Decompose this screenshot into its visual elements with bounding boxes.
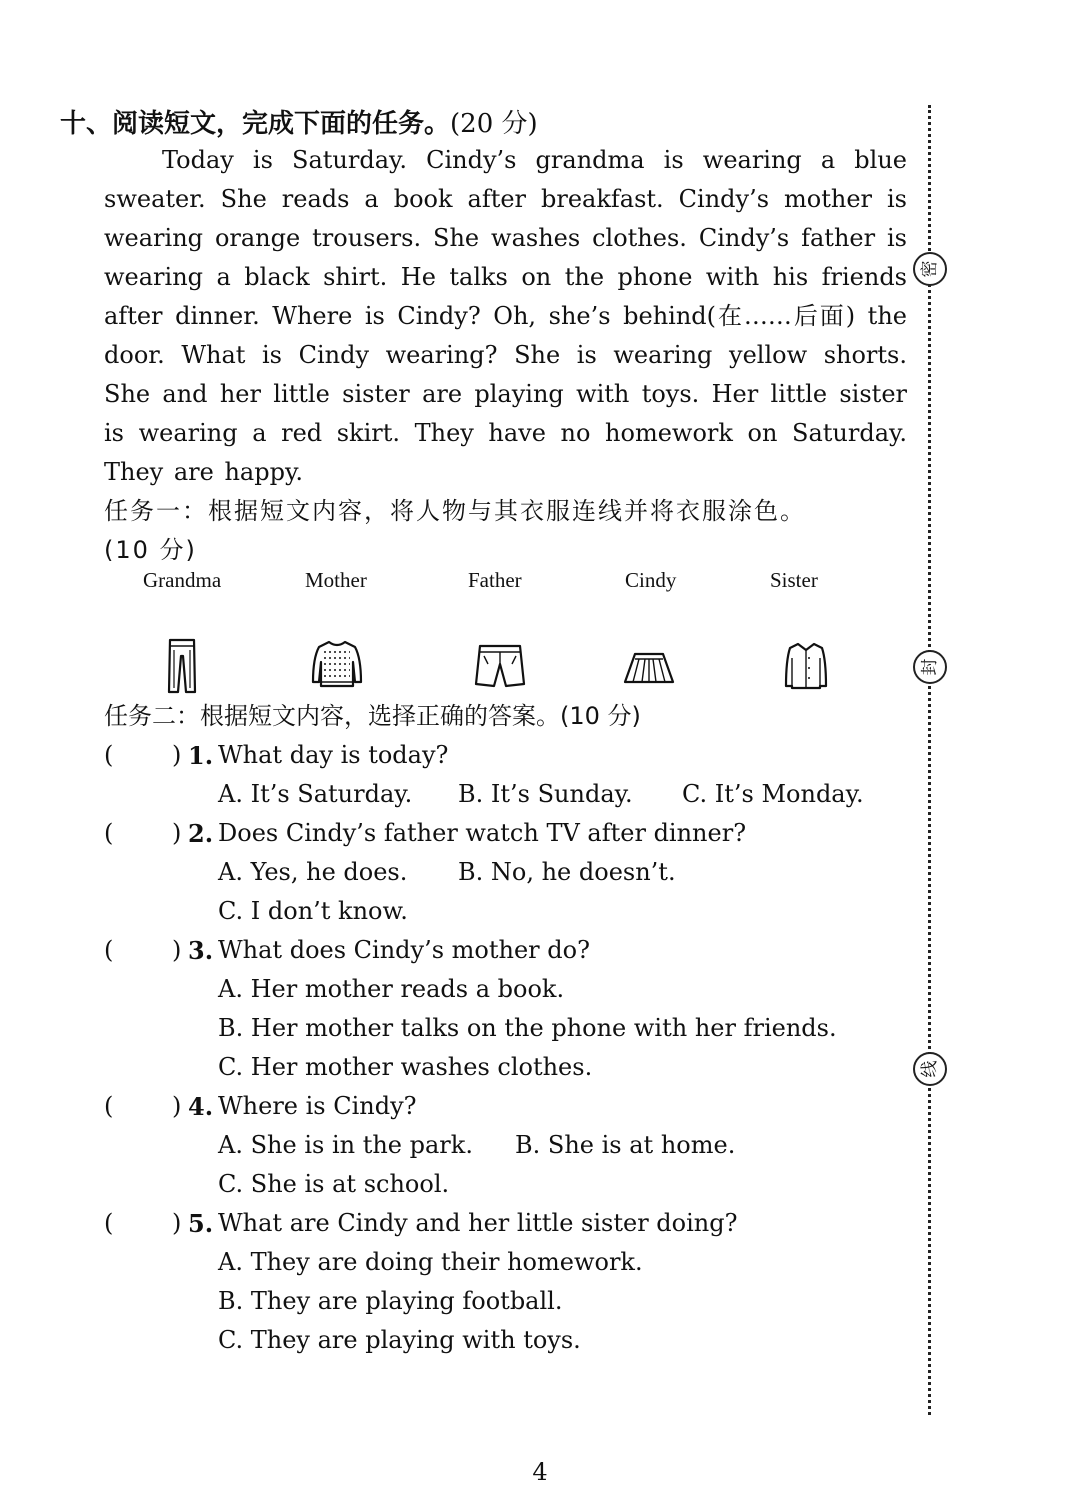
binding-mark-xian: 线 bbox=[913, 1052, 947, 1086]
person-father[interactable]: Father bbox=[468, 568, 522, 592]
section-score: (20 分) bbox=[450, 109, 538, 139]
answer-paren-close: ) bbox=[172, 1092, 182, 1120]
option-a[interactable]: A. Her mother reads a book. bbox=[218, 975, 565, 1003]
question-1-options bbox=[218, 775, 864, 814]
sweater-icon[interactable] bbox=[311, 638, 363, 690]
section-heading bbox=[60, 103, 538, 140]
person-mother[interactable]: Mother bbox=[305, 568, 367, 592]
answer-paren-close: ) bbox=[172, 819, 182, 847]
question-text: Does Cindy’s father watch TV after dinner? bbox=[218, 819, 747, 847]
option-b[interactable]: B. It’s Sunday. bbox=[458, 780, 633, 808]
option-b[interactable]: B. She is at home. bbox=[515, 1131, 736, 1159]
option-a[interactable]: A. Yes, he does. bbox=[218, 858, 408, 886]
binding-dotted-line bbox=[928, 105, 931, 1415]
question-4-options bbox=[218, 1126, 735, 1165]
section-title: 十、阅读短文，完成下面的任务。 bbox=[60, 109, 451, 139]
answer-paren-open: ( bbox=[104, 819, 114, 847]
question-number: 4. bbox=[188, 1092, 214, 1121]
answer-paren-open: ( bbox=[104, 741, 114, 769]
option-c[interactable]: C. I don’t know. bbox=[218, 897, 408, 925]
option-c[interactable]: C. She is at school. bbox=[218, 1170, 450, 1198]
question-text: What are Cindy and her little sister doing? bbox=[218, 1209, 738, 1237]
question-number: 2. bbox=[188, 819, 214, 848]
people-names bbox=[0, 568, 1080, 602]
task-one bbox=[104, 492, 914, 570]
shorts-icon[interactable] bbox=[474, 642, 526, 688]
option-c[interactable]: C. They are playing with toys. bbox=[218, 1326, 581, 1354]
clothes-row bbox=[0, 636, 1080, 696]
trousers-icon[interactable] bbox=[166, 636, 198, 694]
binding-mark-mi: 密 bbox=[913, 252, 947, 286]
question-number: 1. bbox=[188, 741, 214, 770]
option-c[interactable]: C. Her mother washes clothes. bbox=[218, 1053, 593, 1081]
question-text: What does Cindy’s mother do? bbox=[218, 936, 590, 964]
page-number: 4 bbox=[532, 1458, 548, 1486]
option-b[interactable]: B. No, he doesn’t. bbox=[458, 858, 676, 886]
question-2-option-c-row bbox=[218, 892, 408, 931]
answer-paren-close: ) bbox=[172, 1209, 182, 1237]
question-number: 3. bbox=[188, 936, 214, 965]
option-a[interactable]: A. They are doing their homework. bbox=[218, 1248, 643, 1276]
answer-paren-open: ( bbox=[104, 1092, 114, 1120]
binding-mark-feng: 封 bbox=[913, 650, 947, 684]
task-one-score: (10 分) bbox=[104, 536, 197, 564]
task-one-label: 任务一：根据短文内容，将人物与其衣服连线并将衣服涂色。 bbox=[104, 497, 806, 525]
option-a[interactable]: A. It’s Saturday. bbox=[218, 780, 413, 808]
reading-passage: Today is Saturday. Cindy’s grandma is wearing a blue sweater. She reads a book after breakfast. Cindy’s mother is wearing orange trousers. She washes clothes. Cindy’s father is wearing a black shirt. He talks on the phone with his friends after dinner. Where is Cindy? Oh, she’s behind(在……后面) the door. What is Cindy wearing? She is wearing yellow shorts. She and her little sister are playing with toys. Her little sister is wearing a red skirt. They have no homework on Saturday. They are happy. bbox=[104, 146, 907, 486]
answer-paren-close: ) bbox=[172, 741, 182, 769]
person-grandma[interactable]: Grandma bbox=[143, 568, 222, 592]
person-cindy[interactable]: Cindy bbox=[625, 568, 677, 592]
task-two-label: 任务二：根据短文内容，选择正确的答案。(10 分) bbox=[104, 702, 641, 730]
answer-paren-close: ) bbox=[172, 936, 182, 964]
option-b[interactable]: B. Her mother talks on the phone with her friends. bbox=[218, 1014, 837, 1042]
question-text: Where is Cindy? bbox=[218, 1092, 417, 1120]
option-b[interactable]: B. They are playing football. bbox=[218, 1287, 563, 1315]
option-a[interactable]: A. She is in the park. bbox=[218, 1131, 473, 1159]
question-2-options bbox=[218, 853, 676, 892]
question-number: 5. bbox=[188, 1209, 214, 1238]
answer-paren-open: ( bbox=[104, 936, 114, 964]
skirt-icon[interactable] bbox=[623, 650, 675, 686]
shirt-icon[interactable] bbox=[784, 640, 828, 692]
answer-paren-open: ( bbox=[104, 1209, 114, 1237]
question-text: What day is today? bbox=[218, 741, 449, 769]
option-c[interactable]: C. It’s Monday. bbox=[682, 780, 864, 808]
person-sister[interactable]: Sister bbox=[770, 568, 818, 592]
